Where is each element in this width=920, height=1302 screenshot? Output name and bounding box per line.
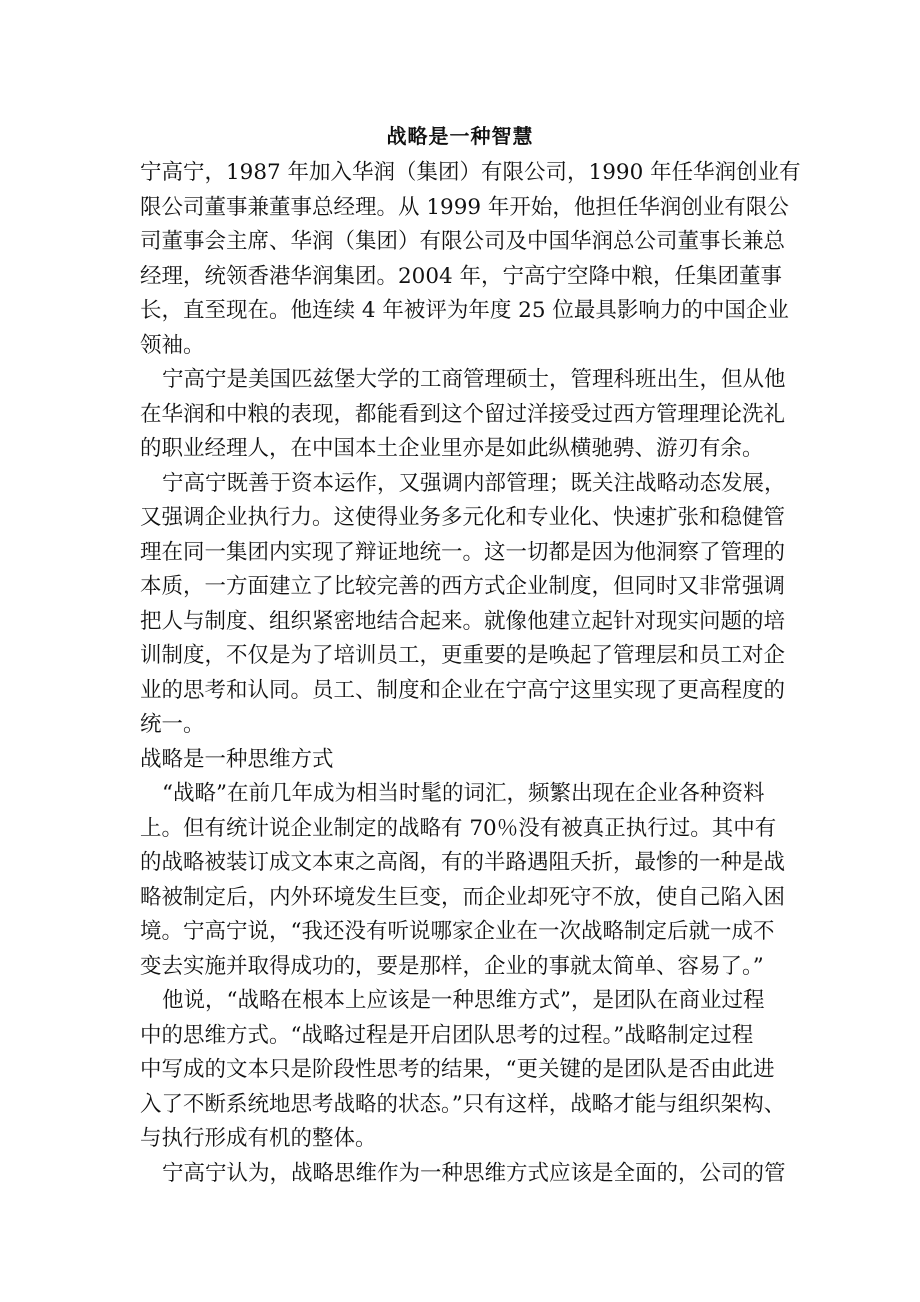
text-line: 中的思维方式。“战略过程是开启团队思考的过程。”战略制定过程 [140, 1022, 754, 1048]
text-line: 又强调企业执行力。这使得业务多元化和专业化、快速扩张和稳健管 [140, 505, 786, 530]
text-line: 略被制定后，内外环境发生巨变，而企业却死守不放，使自己陷入困 [140, 884, 786, 910]
text-line: 把人与制度、组织紧密地结合起来。就像他建立起针对现实问题的培 [140, 608, 786, 634]
text-line: 限公司董事兼董事总经理。从 1999 年开始，他担任华润创业有限公 [140, 194, 789, 220]
text-line: 在华润和中粮的表现，都能看到这个留过洋接受过西方管理理论洗礼 [140, 401, 786, 427]
text-line: 变去实施并取得成功的，要是那样，企业的事就太简单、容易了。” [140, 953, 764, 979]
text-line: 长，直至现在。他连续 4 年被评为年度 25 位最具影响力的中国企业 [140, 298, 789, 323]
text-line: 他说，“战略在根本上应该是一种思维方式”，是团队在商业过程 [162, 988, 765, 1013]
text-line: 境。宁高宁说，“我还没有听说哪家企业在一次战略制定后就一成不 [140, 919, 775, 944]
text-line: 宁高宁认为，战略思维作为一种思维方式应该是全面的，公司的管 [162, 1160, 786, 1186]
text-line: 训制度，不仅是为了培训员工，更重要的是唤起了管理层和员工对企 [140, 643, 786, 668]
text-line: 宁高宁，1987 年加入华润（集团）有限公司，1990 年任华润创业有 [140, 160, 801, 185]
text-line: 宁高宁既善于资本运作，又强调内部管理；既关注战略动态发展， [162, 470, 786, 496]
text-line: 与执行形成有机的整体。 [140, 1126, 377, 1151]
text-line: 中写成的文本只是阶段性思考的结果，“更关键的是团队是否由此进 [140, 1057, 775, 1082]
document-body [140, 156, 801, 1191]
text-line: 业的思考和认同。员工、制度和企业在宁高宁这里实现了更高程度的 [140, 677, 786, 703]
text-line: 领袖。 [140, 332, 205, 358]
section-heading: 战略是一种思维方式 [140, 746, 334, 772]
text-line: 本质，一方面建立了比较完善的西方式企业制度，但同时又非常强调 [140, 574, 786, 599]
text-line: 的战略被装订成文本束之高阁，有的半路遇阻夭折，最惨的一种是战 [140, 850, 786, 875]
text-line: 经理，统领香港华润集团。2004 年，宁高宁空降中粮，任集团董事 [140, 263, 783, 289]
text-line: “战略”在前几年成为相当时髦的词汇，频繁出现在企业各种资料 [162, 781, 765, 806]
text-line: 宁高宁是美国匹兹堡大学的工商管理硕士，管理科班出生，但从他 [162, 367, 786, 392]
text-line: 上。但有统计说企业制定的战略有 70％没有被真正执行过。其中有 [140, 815, 777, 841]
text-line: 的职业经理人，在中国本土企业里亦是如此纵横驰骋、游刃有余。 [140, 436, 764, 461]
text-line: 统一。 [140, 712, 205, 737]
text-line: 入了不断系统地思考战略的状态。”只有这样，战略才能与组织架构、 [140, 1091, 786, 1117]
document-title: 战略是一种智慧 [386, 124, 534, 148]
text-line: 理在同一集团内实现了辩证地统一。这一切都是因为他洞察了管理的 [140, 539, 786, 565]
text-line: 司董事会主席、华润（集团）有限公司及中国华润总公司董事长兼总 [140, 229, 786, 254]
